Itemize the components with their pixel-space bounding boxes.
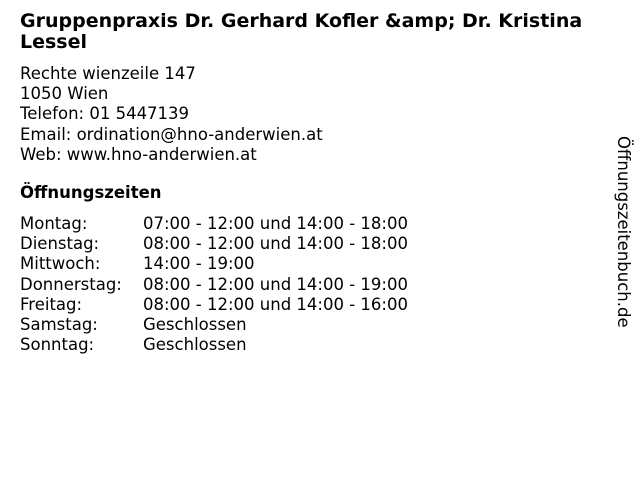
time-value: 14:00 - 19:00 <box>143 254 255 274</box>
time-value: Geschlossen <box>143 335 247 355</box>
opening-hours-heading: Öffnungszeiten <box>20 183 162 202</box>
email-address: Email: ordination@hno-anderwien.at <box>20 124 323 144</box>
hours-row-monday <box>20 214 408 234</box>
hours-row-saturday <box>20 315 408 335</box>
time-value: 08:00 - 12:00 und 14:00 - 19:00 <box>143 274 408 294</box>
site-watermark: Öffnungszeitenbuch.de <box>614 136 633 328</box>
time-value: 07:00 - 12:00 und 14:00 - 18:00 <box>143 214 408 233</box>
day-label: Samstag: <box>20 315 98 335</box>
hours-row-friday <box>20 295 408 315</box>
address-block <box>20 64 323 165</box>
website: Web: www.hno-anderwien.at <box>20 144 257 164</box>
hours-row-tuesday <box>20 234 408 254</box>
day-label: Dienstag: <box>20 234 100 254</box>
day-label: Montag: <box>20 214 88 233</box>
day-label: Freitag: <box>20 294 83 314</box>
city: 1050 Wien <box>20 84 109 104</box>
hours-row-thursday <box>20 275 408 295</box>
time-value: 08:00 - 12:00 und 14:00 - 18:00 <box>143 234 408 254</box>
street-address: Rechte wienzeile 147 <box>20 64 196 83</box>
business-name: Gruppenpraxis Dr. Gerhard Kofler &amp; Dr. Kristina Lessel <box>20 10 583 53</box>
day-label: Sonntag: <box>20 335 95 355</box>
time-value: Geschlossen <box>143 315 247 335</box>
opening-hours-table <box>20 214 408 355</box>
day-label: Donnerstag: <box>20 274 122 294</box>
hours-row-wednesday <box>20 254 408 274</box>
hours-row-sunday <box>20 335 408 355</box>
phone-number: Telefon: 01 5447139 <box>20 104 190 124</box>
day-label: Mittwoch: <box>20 254 101 274</box>
time-value: 08:00 - 12:00 und 14:00 - 16:00 <box>143 294 408 314</box>
